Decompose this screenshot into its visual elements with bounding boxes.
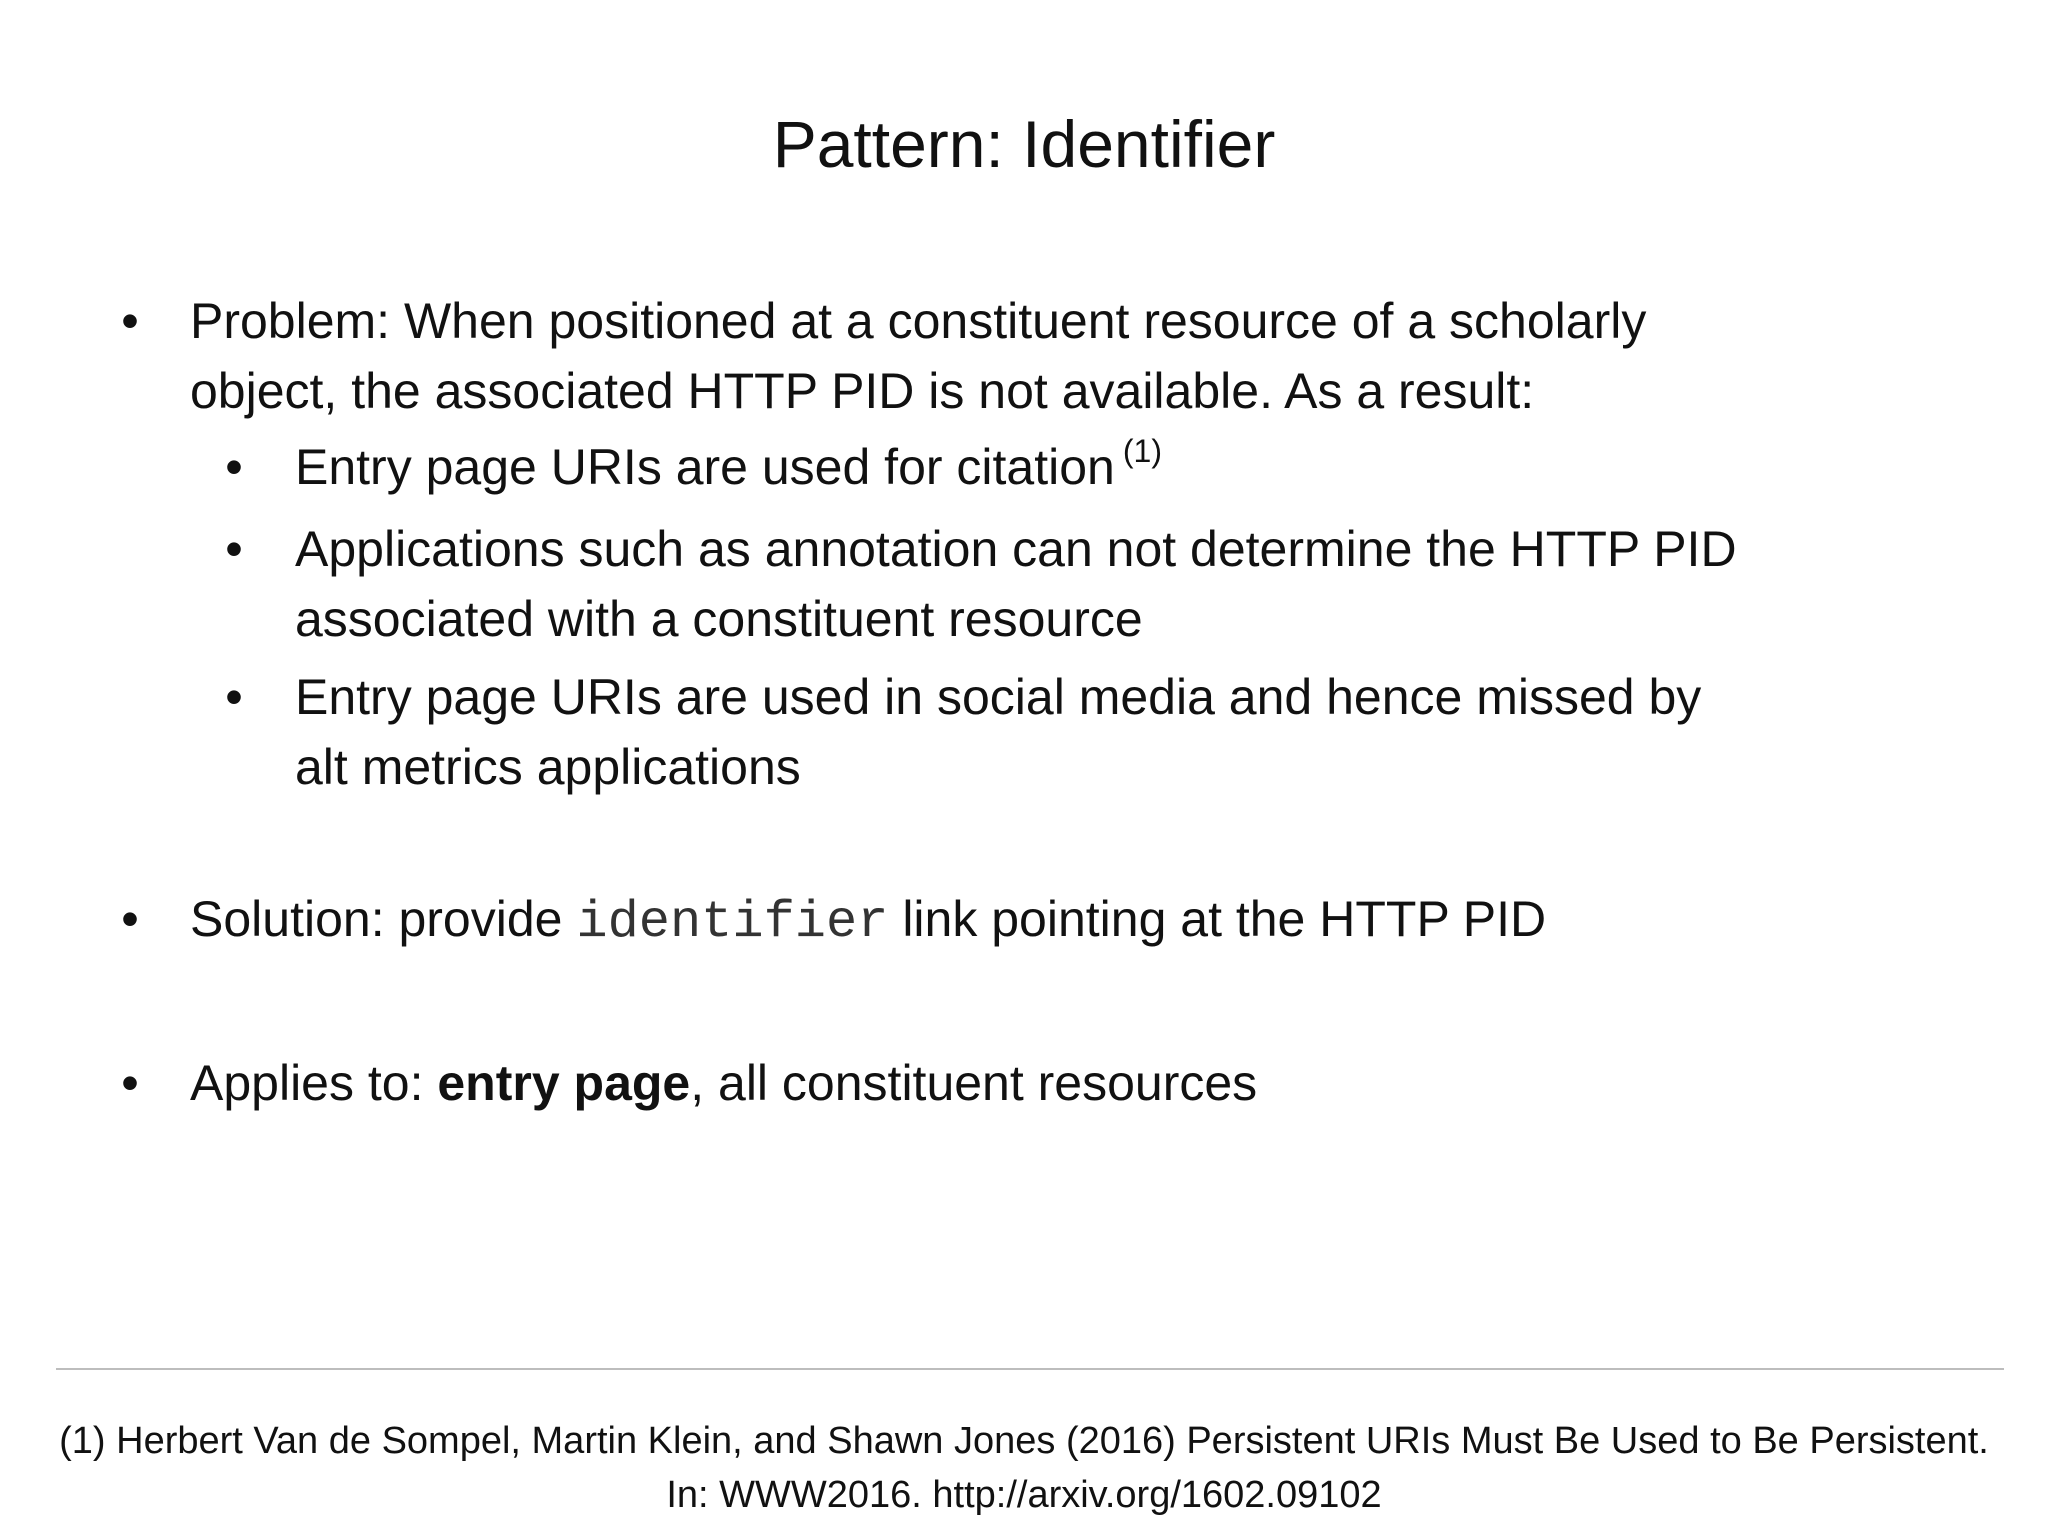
bullet-applies <box>121 1048 1990 1118</box>
footnote <box>0 1414 2048 1522</box>
sub-bullet-social-media-line-1: Entry page URIs are used in social media and hence missed by <box>295 669 1702 725</box>
footnote-divider <box>56 1368 2004 1370</box>
footnote-reference: (1) <box>1122 433 1162 469</box>
sub-bullet-dot-icon: • <box>225 439 243 495</box>
bullet-dot-icon: • <box>121 1055 139 1111</box>
solution-prefix: Solution: provide <box>190 891 577 947</box>
bullet-solution <box>121 884 1990 958</box>
solution-code: identifier <box>576 893 889 952</box>
footnote-line-1: (1) Herbert Van de Sompel, Martin Klein, and Shawn Jones (2016) Persistent URIs Must Be Used to Be Persistent. <box>59 1420 1989 1462</box>
problem-line-1: Problem: When positioned at a constituent resource of a scholarly <box>190 293 1647 349</box>
applies-bold: entry page <box>437 1055 691 1111</box>
sub-bullet-annotation-line-1: Applications such as annotation can not determine the HTTP PID <box>295 521 1737 577</box>
applies-suffix: , all constituent resources <box>690 1055 1258 1111</box>
slide-title: Pattern: Identifier <box>772 107 1276 181</box>
sub-bullet-social-media-line-2: alt metrics applications <box>295 739 801 795</box>
footnote-line-2: In: WWW2016. http://arxiv.org/1602.09102 <box>666 1474 1382 1516</box>
problem-line-2: object, the associated HTTP PID is not available. As a result: <box>190 363 1535 419</box>
applies-prefix: Applies to: <box>190 1055 438 1111</box>
solution-suffix: link pointing at the HTTP PID <box>888 891 1547 947</box>
sub-bullet-citation <box>225 432 1995 508</box>
bullet-problem <box>121 286 1990 426</box>
sub-bullet-annotation <box>225 514 1995 654</box>
sub-bullet-annotation-line-2: associated with a constituent resource <box>295 591 1143 647</box>
sub-bullet-dot-icon: • <box>225 669 243 725</box>
bullet-dot-icon: • <box>121 293 139 349</box>
sub-bullet-citation-text: Entry page URIs are used for citation <box>295 439 1115 495</box>
sub-bullet-dot-icon: • <box>225 521 243 577</box>
sub-bullet-social-media <box>225 662 1995 802</box>
bullet-dot-icon: • <box>121 891 139 947</box>
